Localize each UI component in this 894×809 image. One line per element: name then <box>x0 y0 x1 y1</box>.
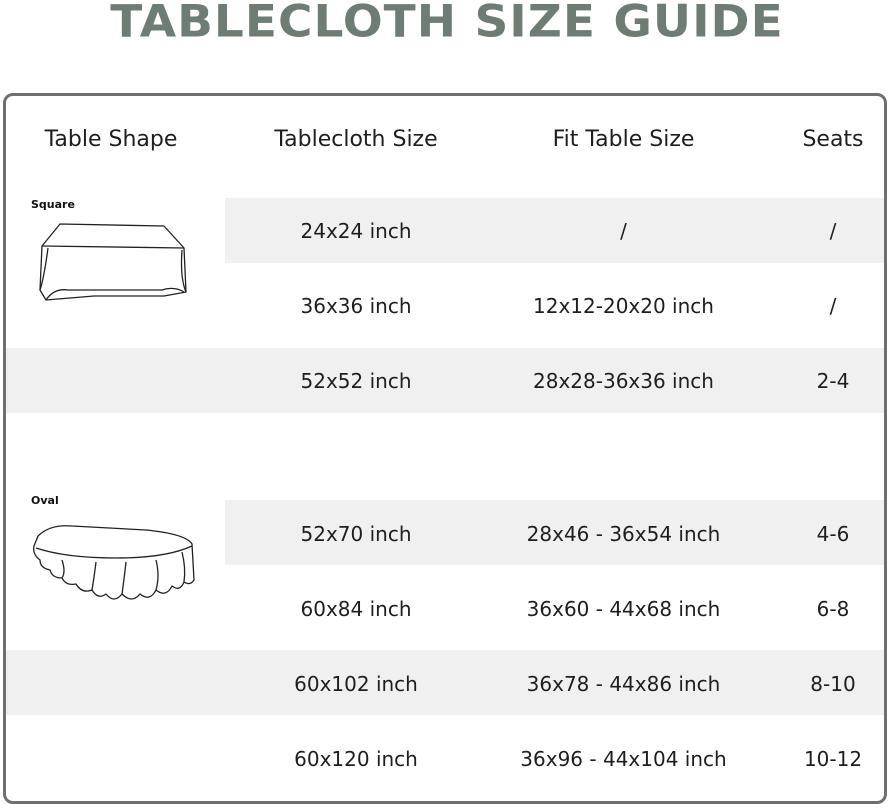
header-tablecloth-size: Tablecloth Size <box>274 127 438 152</box>
header-fit-table-size: Fit Table Size <box>552 127 695 152</box>
cell-seats: 2-4 <box>816 369 850 393</box>
cell-cloth-size: 24x24 inch <box>300 219 412 243</box>
cell-fit-size: 36x96 - 44x104 inch <box>520 747 727 771</box>
cell-cloth-size: 52x70 inch <box>300 522 412 546</box>
cell-fit-size: 36x60 - 44x68 inch <box>526 597 721 621</box>
cell-seats: 4-6 <box>816 522 850 546</box>
oval-shape-label: Oval <box>31 494 59 507</box>
square-shape-label: Square <box>31 198 75 211</box>
cell-seats: / <box>829 219 837 243</box>
cell-fit-size: 28x28-36x36 inch <box>533 369 714 393</box>
oval-tablecloth-icon <box>26 520 198 606</box>
cell-cloth-size: 60x102 inch <box>294 672 418 696</box>
cell-seats: 6-8 <box>816 597 850 621</box>
header-seats: Seats <box>802 127 864 152</box>
cell-fit-size: 28x46 - 36x54 inch <box>526 522 721 546</box>
page-title: TABLECLOTH SIZE GUIDE <box>110 0 784 48</box>
cell-seats: 10-12 <box>803 747 863 771</box>
cell-seats: / <box>829 294 837 318</box>
cell-cloth-size: 60x120 inch <box>294 747 418 771</box>
cell-fit-size: 12x12-20x20 inch <box>533 294 714 318</box>
cell-seats: 8-10 <box>810 672 856 696</box>
cell-cloth-size: 36x36 inch <box>300 294 412 318</box>
size-guide-table <box>3 93 887 804</box>
cell-fit-size: 36x78 - 44x86 inch <box>526 672 721 696</box>
header-table-shape: Table Shape <box>44 127 178 152</box>
cell-cloth-size: 60x84 inch <box>300 597 412 621</box>
cell-cloth-size: 52x52 inch <box>300 369 412 393</box>
square-tablecloth-icon <box>34 218 194 310</box>
cell-fit-size: / <box>620 219 627 243</box>
